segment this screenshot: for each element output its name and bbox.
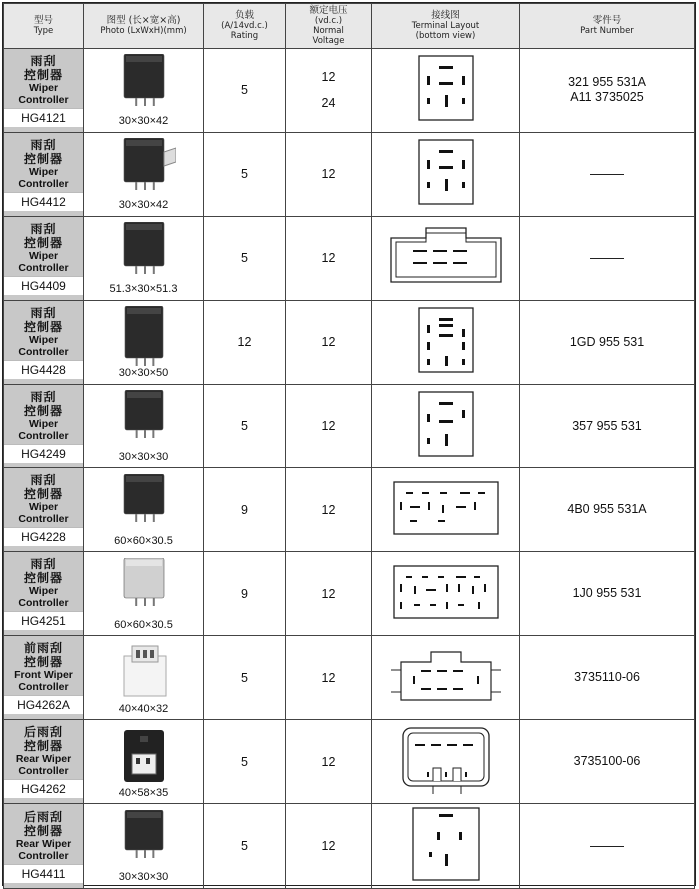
model-code: HG4249 bbox=[4, 444, 83, 463]
empty-dash bbox=[590, 258, 624, 259]
type-en-line1: Wiper bbox=[28, 501, 59, 514]
type-en-line2: Controller bbox=[18, 93, 69, 106]
terminal-diagram bbox=[401, 52, 491, 124]
voltage-value: 12 bbox=[321, 167, 336, 182]
rating-cell: 5 bbox=[204, 720, 286, 804]
header-part: 零件号 Part Number bbox=[520, 4, 695, 49]
voltage-value: 12 bbox=[321, 335, 336, 350]
type-en-line1: Wiper bbox=[28, 249, 59, 262]
type-cn-line2: 控制器 bbox=[23, 823, 63, 838]
part-cell bbox=[520, 384, 695, 468]
type-cn-line2: 控制器 bbox=[23, 235, 63, 250]
product-table bbox=[3, 3, 695, 889]
relay-photo bbox=[116, 726, 172, 788]
type-cn-line2: 控制器 bbox=[23, 571, 63, 586]
part-cell bbox=[520, 552, 695, 636]
type-cn-line1: 雨刮 bbox=[30, 305, 57, 320]
type-cell bbox=[4, 468, 84, 552]
voltage-cell bbox=[286, 720, 372, 804]
voltage-cell bbox=[286, 384, 372, 468]
type-cn-line2: 控制器 bbox=[23, 67, 63, 82]
relay-photo bbox=[113, 810, 175, 862]
type-en-line1: Wiper bbox=[28, 333, 59, 346]
terminal-diagram bbox=[401, 304, 491, 376]
type-cn-line1: 雨刮 bbox=[30, 473, 57, 488]
type-cn-line2: 控制器 bbox=[23, 739, 63, 754]
voltage-value: 12 bbox=[321, 754, 336, 769]
header-rating: 负载 (A/14vd.c.) Rating bbox=[204, 4, 286, 49]
model-code: HG4262A bbox=[4, 695, 83, 714]
layout-cell bbox=[372, 468, 520, 552]
dimensions: 40×58×35 bbox=[118, 786, 169, 799]
type-cell bbox=[4, 636, 84, 720]
rating-cell: 9 bbox=[204, 468, 286, 552]
type-cn-line2: 控制器 bbox=[23, 403, 63, 418]
dimensions: 30×30×42 bbox=[118, 115, 169, 128]
relay-photo bbox=[112, 474, 176, 526]
model-code: HG4428 bbox=[4, 360, 83, 379]
type-cn-line1: 雨刮 bbox=[30, 389, 57, 404]
voltage-cell bbox=[286, 300, 372, 384]
rating-cell: 5 bbox=[204, 49, 286, 133]
type-cn-line1: 雨刮 bbox=[30, 221, 57, 236]
type-cn-line2: 控制器 bbox=[23, 319, 63, 334]
model-code: HG4262 bbox=[4, 779, 83, 798]
table-row bbox=[4, 720, 695, 804]
part-cell bbox=[520, 468, 695, 552]
type-en-line2: Controller bbox=[18, 429, 69, 442]
photo-cell bbox=[84, 49, 204, 133]
relay-photo bbox=[116, 642, 172, 702]
type-en-line2: Controller bbox=[18, 849, 69, 862]
voltage-cell bbox=[286, 552, 372, 636]
header-layout: 接线图 Terminal Layout (bottom view) bbox=[372, 4, 520, 49]
table-row bbox=[4, 636, 695, 720]
dimensions: 60×60×30.5 bbox=[114, 534, 173, 547]
layout-cell bbox=[372, 804, 520, 889]
type-en-line1: Front Wiper bbox=[14, 669, 73, 682]
voltage-value: 12 bbox=[321, 586, 336, 601]
layout-cell bbox=[372, 636, 520, 720]
terminal-diagram bbox=[401, 388, 491, 460]
rating-cell: 5 bbox=[204, 804, 286, 889]
type-en-line1: Wiper bbox=[28, 81, 59, 94]
terminal-diagram bbox=[381, 220, 511, 292]
layout-cell bbox=[372, 384, 520, 468]
voltage-cell bbox=[286, 804, 372, 889]
type-en-line1: Rear Wiper bbox=[15, 753, 72, 766]
model-code: HG4409 bbox=[4, 276, 83, 295]
dimensions: 30×30×50 bbox=[118, 367, 169, 380]
voltage-value: 12 bbox=[321, 670, 336, 685]
type-en-line1: Wiper bbox=[28, 165, 59, 178]
part-number: 3735100-06 bbox=[573, 754, 641, 769]
terminal-diagram bbox=[401, 136, 491, 208]
part-number: 3735110-06 bbox=[574, 670, 640, 685]
part-cell bbox=[520, 300, 695, 384]
dimensions: 60×60×30.5 bbox=[114, 618, 173, 631]
voltage-value: 24 bbox=[321, 96, 336, 111]
part-number: 1GD 955 531 bbox=[569, 334, 645, 349]
table-row bbox=[4, 300, 695, 384]
terminal-diagram bbox=[391, 724, 501, 796]
voltage-cell bbox=[286, 49, 372, 133]
dimensions: 40×40×32 bbox=[118, 702, 169, 715]
layout-cell bbox=[372, 132, 520, 216]
relay-photo bbox=[113, 306, 175, 370]
header-row bbox=[4, 4, 695, 49]
type-cell bbox=[4, 804, 84, 889]
type-cell bbox=[4, 552, 84, 636]
terminal-diagram bbox=[386, 472, 506, 544]
type-en-line2: Controller bbox=[18, 681, 69, 694]
part-number: 321 955 531A bbox=[568, 75, 646, 90]
model-code: HG4121 bbox=[4, 108, 83, 127]
dimensions: 51.3×30×51.3 bbox=[109, 283, 178, 296]
part-number: 1J0 955 531 bbox=[572, 586, 642, 601]
photo-cell bbox=[84, 468, 204, 552]
part-cell bbox=[520, 49, 695, 133]
layout-cell bbox=[372, 49, 520, 133]
type-en-line1: Wiper bbox=[28, 585, 59, 598]
table-row bbox=[4, 804, 695, 889]
part-number: 4B0 955 531A bbox=[567, 502, 647, 517]
photo-cell bbox=[84, 384, 204, 468]
header-type: 型号 Type bbox=[4, 4, 84, 49]
type-en-line2: Controller bbox=[18, 765, 69, 778]
dimensions: 30×30×30 bbox=[118, 451, 169, 463]
header-voltage: 额定电压 (vd.c.) Normal Voltage bbox=[286, 4, 372, 49]
empty-dash bbox=[590, 846, 624, 847]
catalog-sheet bbox=[2, 2, 696, 886]
type-cn-line2: 控制器 bbox=[23, 487, 63, 502]
relay-photo bbox=[112, 138, 176, 194]
type-cn-line1: 雨刮 bbox=[30, 557, 57, 572]
type-cell bbox=[4, 49, 84, 133]
model-code: HG4228 bbox=[4, 527, 83, 546]
rating-cell: 5 bbox=[204, 216, 286, 300]
type-cn-line2: 控制器 bbox=[23, 151, 63, 166]
voltage-cell bbox=[286, 636, 372, 720]
voltage-cell bbox=[286, 468, 372, 552]
table-row bbox=[4, 468, 695, 552]
type-cn-line1: 后雨刮 bbox=[23, 809, 63, 824]
layout-cell bbox=[372, 216, 520, 300]
dimensions: 30×30×30 bbox=[118, 871, 169, 884]
part-number: 357 955 531 bbox=[572, 418, 642, 433]
type-en-line1: Wiper bbox=[28, 417, 59, 430]
relay-photo bbox=[112, 54, 176, 110]
header-photo: 图型 (长×宽×高) Photo (LxWxH)(mm) bbox=[84, 4, 204, 49]
type-cell bbox=[4, 216, 84, 300]
type-cn-line1: 雨刮 bbox=[30, 53, 57, 68]
type-cell bbox=[4, 300, 84, 384]
type-cell bbox=[4, 132, 84, 216]
part-cell bbox=[520, 720, 695, 804]
table-row bbox=[4, 216, 695, 300]
rating-cell: 12 bbox=[204, 300, 286, 384]
photo-cell bbox=[84, 636, 204, 720]
part-number: A11 3735025 bbox=[570, 90, 644, 105]
type-cell bbox=[4, 384, 84, 468]
dimensions: 30×30×42 bbox=[118, 199, 169, 212]
table-row bbox=[4, 552, 695, 636]
photo-cell bbox=[84, 132, 204, 216]
photo-cell bbox=[84, 804, 204, 889]
model-code: HG4412 bbox=[4, 192, 83, 211]
type-en-line2: Controller bbox=[18, 597, 69, 610]
model-code: HG4411 bbox=[4, 864, 83, 883]
relay-photo bbox=[112, 558, 176, 610]
type-en-line1: Rear Wiper bbox=[15, 837, 72, 850]
terminal-diagram bbox=[386, 556, 506, 628]
terminal-diagram bbox=[381, 640, 511, 712]
type-en-line2: Controller bbox=[18, 261, 69, 274]
part-cell bbox=[520, 216, 695, 300]
type-en-line2: Controller bbox=[18, 177, 69, 190]
type-cn-line1: 前雨刮 bbox=[23, 641, 63, 656]
table-row bbox=[4, 132, 695, 216]
rating-cell: 9 bbox=[204, 552, 286, 636]
part-cell bbox=[520, 636, 695, 720]
type-en-line2: Controller bbox=[18, 513, 69, 526]
voltage-value: 12 bbox=[321, 251, 336, 266]
voltage-cell bbox=[286, 132, 372, 216]
voltage-value: 12 bbox=[321, 419, 336, 433]
type-cn-line1: 雨刮 bbox=[30, 137, 57, 152]
part-cell bbox=[520, 804, 695, 889]
part-cell bbox=[520, 132, 695, 216]
type-en-line2: Controller bbox=[18, 345, 69, 358]
photo-cell bbox=[84, 720, 204, 804]
relay-photo bbox=[113, 390, 175, 442]
type-cn-line1: 后雨刮 bbox=[23, 725, 63, 740]
photo-cell bbox=[84, 552, 204, 636]
voltage-cell bbox=[286, 216, 372, 300]
table-row bbox=[4, 384, 695, 468]
voltage-value: 12 bbox=[321, 839, 336, 854]
voltage-value: 12 bbox=[321, 70, 336, 85]
type-cell bbox=[4, 720, 84, 804]
rating-cell: 5 bbox=[204, 636, 286, 720]
photo-cell bbox=[84, 216, 204, 300]
layout-cell bbox=[372, 552, 520, 636]
table-row bbox=[4, 49, 695, 133]
terminal-diagram bbox=[401, 804, 491, 884]
type-cn-line2: 控制器 bbox=[23, 655, 63, 670]
relay-photo bbox=[112, 222, 176, 278]
photo-cell bbox=[84, 300, 204, 384]
layout-cell bbox=[372, 300, 520, 384]
rating-cell: 5 bbox=[204, 132, 286, 216]
empty-dash bbox=[590, 174, 624, 175]
rating-cell: 5 bbox=[204, 384, 286, 468]
voltage-value: 12 bbox=[321, 502, 336, 517]
model-code: HG4251 bbox=[4, 611, 83, 630]
layout-cell bbox=[372, 720, 520, 804]
